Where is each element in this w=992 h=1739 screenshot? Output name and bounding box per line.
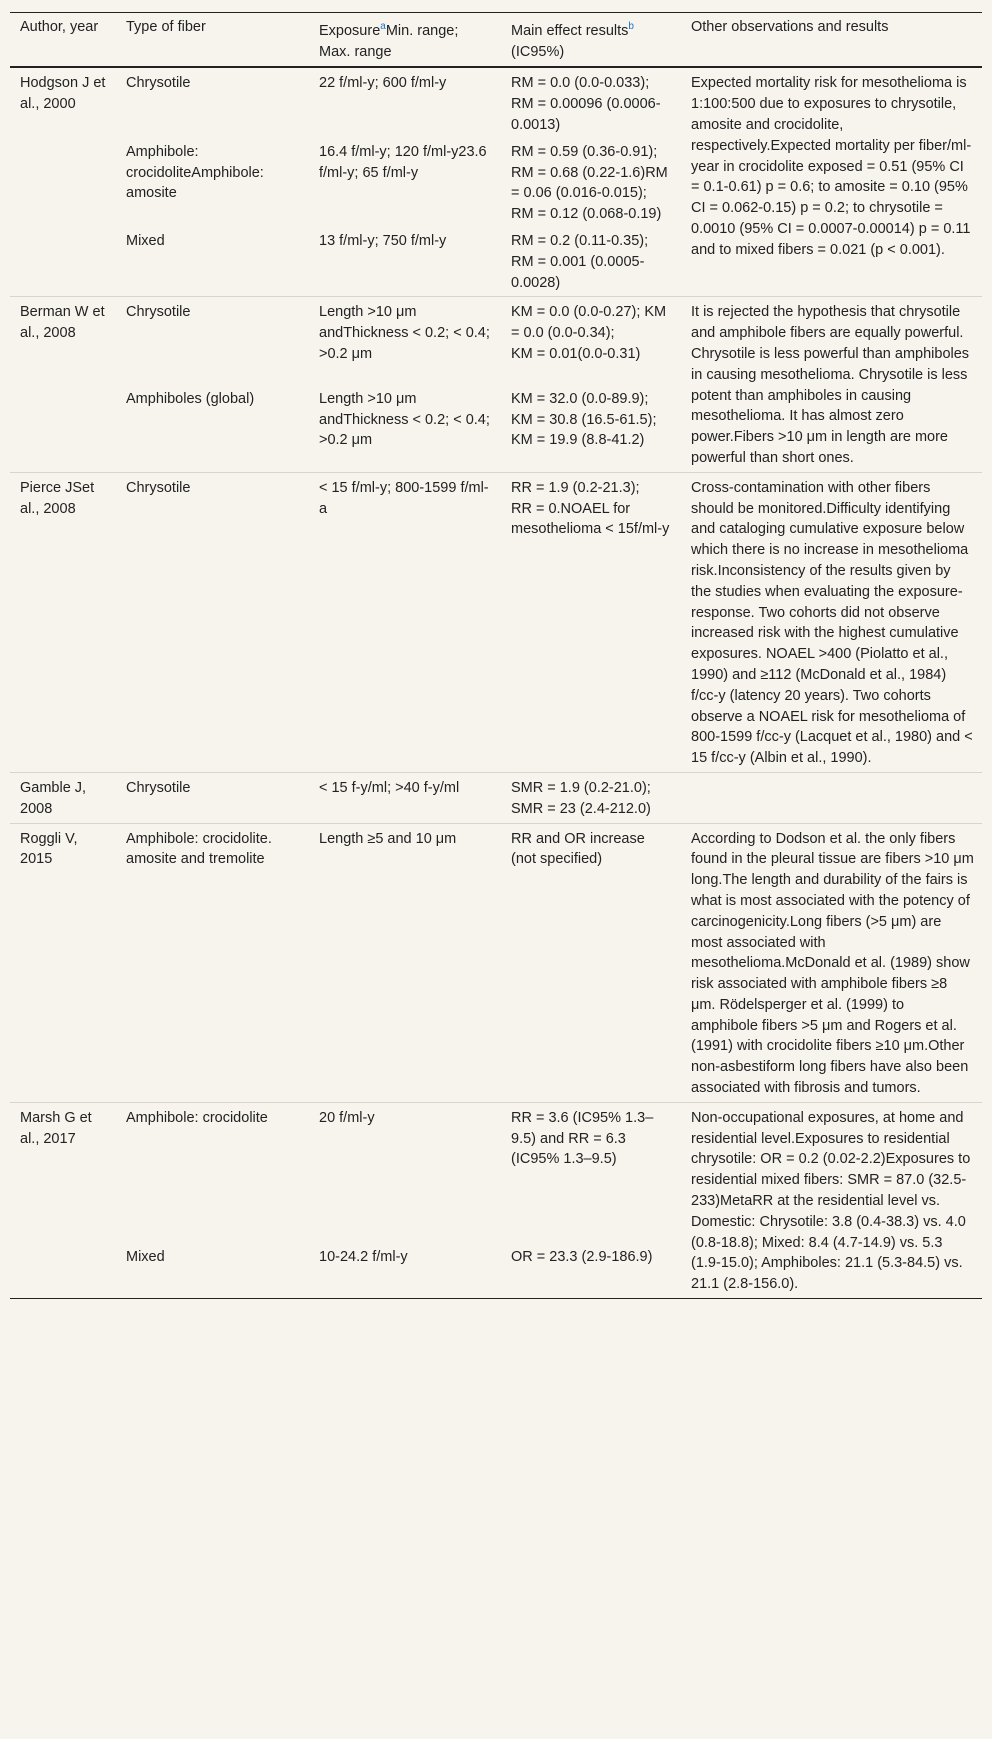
header-fiber: Type of fiber <box>126 19 206 35</box>
exposure-cell: 22 f/ml-y; 600 f/ml-y <box>319 75 447 92</box>
fiber-cell: Mixed <box>126 1249 165 1265</box>
author-cell: Pierce JSet al., 2008 <box>10 472 116 772</box>
other-observations-cell: Cross-contamination with other fibers should be monitored.Difficulty identifying and cataloging cumulative exposure below which there is no increase in mesothelioma risk.Inconsistency of the results given by the studies when evaluating the exposure-response. Two cohorts did not observe increased risk with the highest cumulative exposures. NOAEL >400 (Piolatto et al., 1990) and ≥112 (McDonald et al., 1984) f/cc-y (latency 20 years). Two cohorts observe a NOAEL risk for mesothelioma of 800-1599 f/cc-y (Lacquet et al., 1980) and < 15 f/cc-y (Albin et al., 1990). <box>681 472 982 772</box>
exposure-cell: 16.4 f/ml-y; 120 f/ml-y23.6 f/ml-y; 65 f/ml-y <box>319 143 487 181</box>
fiber-cell: Mixed <box>126 233 165 249</box>
table-row <box>10 67 982 138</box>
exposure-cell: Length >10 μm andThickness < 0.2; < 0.4; >0.2 μm <box>309 297 501 386</box>
main-effect-cell: OR = 23.3 (2.9-186.9) <box>511 1249 653 1265</box>
other-observations-cell: It is rejected the hypothesis that chrysotile and amphibole fibers are equally powerful. Chrysotile is less powerful than amphiboles in causing mesothelioma. Chrysotile is less potent than amphiboles in causing mesothelioma. It has almost zero power.Fibers >10 μm in length are more powerful than short ones. <box>681 297 982 472</box>
table-header <box>10 13 982 68</box>
author-cell: Roggli V, 2015 <box>10 823 116 1102</box>
fiber-cell: Amphibole: crocidoliteAmphibole: amosite <box>126 143 264 202</box>
study-group <box>10 297 982 472</box>
header-main-ci: (IC95%) <box>511 43 565 60</box>
main-effect-cell: KM = 32.0 (0.0-89.9); KM = 30.8 (16.5-61.5); KM = 19.9 (8.8-41.2) <box>511 390 657 449</box>
footnote-b-link[interactable]: b <box>628 21 634 32</box>
study-group <box>10 823 982 1102</box>
main-effect-cell: RM = 0.2 (0.11-0.35); RM = 0.001 (0.0005-0.0028) <box>511 233 649 291</box>
main-effect-cell: SMR = 1.9 (0.2-21.0); SMR = 23 (2.4-212.0) <box>501 772 681 823</box>
author-cell: Gamble J, 2008 <box>10 772 116 823</box>
main-effect-cell: KM = 0.0 (0.0-0.27); KM = 0.0 (0.0-0.34); KM = 0.01(0.0-0.31) <box>501 297 681 386</box>
fiber-cell: Chrysotile <box>126 75 191 92</box>
header-other: Other observations and results <box>691 19 889 35</box>
author-cell: Hodgson J et al., 2000 <box>20 75 106 113</box>
exposure-cell: < 15 f/ml-y; 800-1599 f/ml-a <box>309 472 501 772</box>
table-row <box>10 297 982 386</box>
main-effect-cell: RR and OR increase (not specified) <box>501 823 681 1102</box>
main-effect-cell: RM = 0.59 (0.36-0.91); RM = 0.68 (0.22-1.6)RM = 0.06 (0.016-0.015); RM = 0.12 (0.068-0.19) <box>511 143 668 223</box>
footnote-a-link[interactable]: a <box>380 21 386 32</box>
table-row <box>10 772 982 823</box>
fiber-cell: Amphibole: crocidolite <box>116 1102 309 1244</box>
study-group <box>10 472 982 772</box>
study-group <box>10 67 982 296</box>
author-cell: Marsh G et al., 2017 <box>10 1102 116 1298</box>
study-group <box>10 772 982 823</box>
other-observations-cell: Non-occupational exposures, at home and residential level.Exposures to residential chrysotile: OR = 0.2 (0.02-2.2)Exposures to residential mixed fibers: SMR = 87.0 (32.5-233)MetaRR at the residential level vs. Domestic: Chrysotile: 3.8 (0.4-38.3) vs. 4.0 (0.8-18.8); Mixed: 8.4 (4.7-14.9) vs. 5.3 (1.9-15.0); Amphiboles: 21.1 (5.3-84.5) vs. 21.1 (2.8-156.0). <box>681 1102 982 1298</box>
other-observations-cell: Expected mortality risk for mesothelioma is 1:100:500 due to exposures to chrysotile, amosite and crocidolite, respectively.Expected mortality per fiber/ml-year in crocidolite exposed = 0.51 (95% CI = 0.1-0.61) p = 0.6; to amosite = 0.10 (95% CI = 0.062-0.15) p = 0.2; to chrysotile = 0.0010 (95% CI = 0.0007-0.00014) p = 0.11 and to mixed fibers = 0.021 (p < 0.001). <box>691 75 972 258</box>
main-effect-cell: RR = 1.9 (0.2-21.3); RR = 0.NOAEL for mesothelioma < 15f/ml-y <box>501 472 681 772</box>
fiber-cell: Chrysotile <box>116 772 309 823</box>
header-row <box>10 13 982 68</box>
table-row <box>10 823 982 1102</box>
exposure-cell: < 15 f-y/ml; >40 f-y/ml <box>309 772 501 823</box>
fiber-cell: Amphiboles (global) <box>126 390 255 407</box>
header-exposure-range: Min. range; Max. range <box>319 22 459 60</box>
exposure-cell: 10-24.2 f/ml-y <box>319 1249 408 1265</box>
exposure-cell: Length >10 μm andThickness < 0.2; < 0.4; >0.2 μm <box>319 390 490 449</box>
study-group <box>10 1102 982 1298</box>
table-row <box>10 1102 982 1244</box>
header-author: Author, year <box>20 19 99 35</box>
main-effect-cell: RR = 3.6 (IC95% 1.3–9.5) and RR = 6.3 (IC95% 1.3–9.5) <box>501 1102 681 1244</box>
fiber-risk-table <box>10 12 982 1299</box>
other-observations-cell <box>681 772 982 823</box>
header-main-effect <box>501 13 681 68</box>
fiber-cell: Amphibole: crocidolite. amosite and tremolite <box>116 823 309 1102</box>
header-exposure-label: Exposure <box>319 22 381 39</box>
exposure-cell: 20 f/ml-y <box>309 1102 501 1244</box>
fiber-cell: Chrysotile <box>116 297 309 386</box>
table-row <box>10 472 982 772</box>
header-exposure <box>309 13 501 68</box>
fiber-cell: Chrysotile <box>116 472 309 772</box>
author-cell: Berman W et al., 2008 <box>10 297 116 472</box>
exposure-cell: Length ≥5 and 10 μm <box>309 823 501 1102</box>
header-main-label: Main effect results <box>511 22 629 39</box>
main-effect-cell: RM = 0.0 (0.0-0.033); RM = 0.00096 (0.0006-0.0013) <box>511 75 661 134</box>
other-observations-cell: According to Dodson et al. the only fibers found in the pleural tissue are fibers >10 μm long.The length and durability of the fairs is what is most associated with the potency of carcinogenicity.Long fibers (>5 μm) are most associated with mesothelioma.McDonald et al. (1989) show risk associated with amphibole fibers ≥8 μm. Rödelsperger et al. (1999) to amphibole fibers >5 μm and Rogers et al. (1991) with crocidolite fibers ≥10 μm.Other non-asbestiform long fibers have also been associated with fibrosis and tumors. <box>681 823 982 1102</box>
exposure-cell: 13 f/ml-y; 750 f/ml-y <box>319 233 447 249</box>
